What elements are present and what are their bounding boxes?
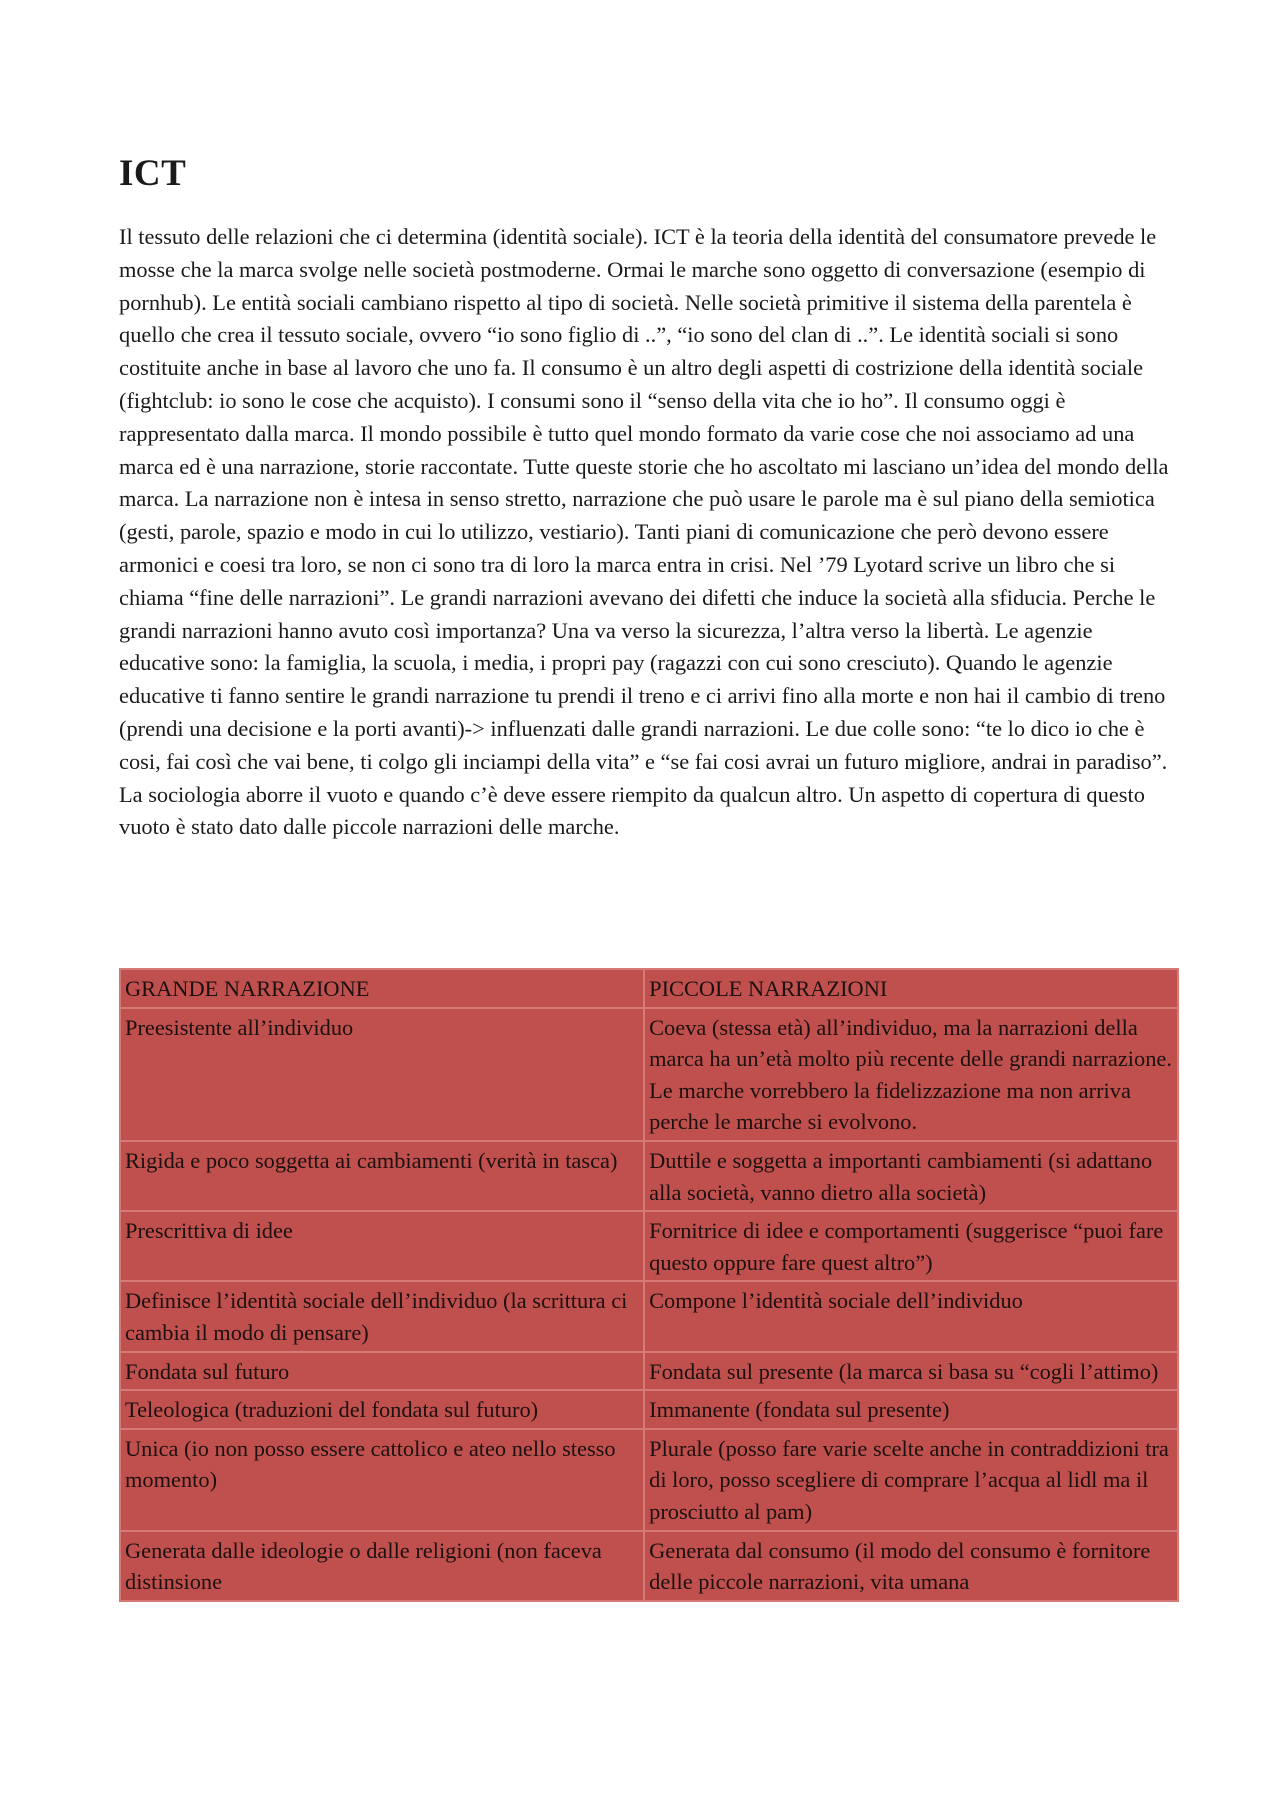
table-cell: Compone l’identità sociale dell’individuo <box>644 1281 1178 1351</box>
table-row <box>120 1390 1178 1429</box>
table-cell: Preesistente all’individuo <box>120 1008 644 1141</box>
table-cell: Fondata sul futuro <box>120 1352 644 1391</box>
table-row <box>120 1531 1178 1601</box>
table-row <box>120 1429 1178 1531</box>
table-row <box>120 1281 1178 1351</box>
table-row <box>120 1141 1178 1211</box>
table-cell: Prescrittiva di idee <box>120 1211 644 1281</box>
table-cell: Coeva (stessa età) all’individuo, ma la narrazioni della marca ha un’età molto più recente delle grandi narrazione. Le marche vorrebbero la fidelizzazione ma non arriva perche le marche si evolvono. <box>644 1008 1178 1141</box>
table-cell: Duttile e soggetta a importanti cambiamenti (si adattano alla società, vanno dietro alla società) <box>644 1141 1178 1211</box>
table-cell: Immanente (fondata sul presente) <box>644 1390 1178 1429</box>
table-cell: Unica (io non posso essere cattolico e ateo nello stesso momento) <box>120 1429 644 1531</box>
body-paragraph: Il tessuto delle relazioni che ci determina (identità sociale). ICT è la teoria della identità del consumatore prevede le mosse che la marca svolge nelle società postmoderne. Ormai le marche sono oggetto di conversazione (esempio di pornhub). Le entità sociali cambiano rispetto al tipo di società. Nelle società primitive il sistema della parentela è quello che crea il tessuto sociale, ovvero “io sono figlio di ..”, “io sono del clan di ..”. Le identità sociali si sono costituite anche in base al lavoro che uno fa. Il consumo è un altro degli aspetti di costrizione della identità sociale (fightclub: io sono le cose che acquisto). I consumi sono il “senso della vita che io ho”. Il consumo oggi è rappresentato dalla marca. Il mondo possibile è tutto quel mondo formato da varie cose che noi associamo ad una marca ed è una narrazione, storie raccontate. Tutte queste storie che ho ascoltato mi lasciano un’idea del mondo della marca. La narrazione non è intesa in senso stretto, narrazione che può usare le parole ma è sul piano della semiotica (gesti, parole, spazio e modo in cui lo utilizzo, vestiario). Tanti piani di comunicazione che però devono essere armonici e coesi tra loro, se non ci sono tra di loro la marca entra in crisi. Nel ’79 Lyotard scrive un libro che si chiama “fine delle narrazioni”. Le grandi narrazioni avevano dei difetti che induce la società alla sfiducia. Perche le grandi narrazioni hanno avuto così importanza? Una va verso la sicurezza, l’altra verso la libertà. Le agenzie educative sono: la famiglia, la scuola, i media, i propri pay (ragazzi con cui sono cresciuto). Quando le agenzie educative ti fanno sentire le grandi narrazione tu prendi il treno e ci arrivi fino alla morte e non hai il cambio di treno (prendi una decisione e la porti avanti)-> influenzati dalle grandi narrazioni. Le due colle sono: “te lo dico io che è cosi, fai così che vai bene, ti colgo gli inciampi della vita” e “se fai cosi avrai un futuro migliore, andrai in paradiso”. La sociologia aborre il vuoto e quando c’è deve essere riempito da qualcun altro. Un aspetto di copertura di questo vuoto è stato dato dalle piccole narrazioni delle marche. <box>119 224 1169 840</box>
table-cell: Definisce l’identità sociale dell’individuo (la scrittura ci cambia il modo di pensare) <box>120 1281 644 1351</box>
table-cell: Generata dalle ideologie o dalle religioni (non faceva distinsione <box>120 1531 644 1601</box>
table-row <box>120 1008 1178 1141</box>
comparison-table <box>119 968 1179 1602</box>
table-cell: Fornitrice di idee e comportamenti (suggerisce “puoi fare questo oppure fare quest altro”) <box>644 1211 1178 1281</box>
table-cell: Teleologica (traduzioni del fondata sul futuro) <box>120 1390 644 1429</box>
table-header-cell: PICCOLE NARRAZIONI <box>644 969 1178 1008</box>
table-cell: Plurale (posso fare varie scelte anche in contraddizioni tra di loro, posso scegliere di comprare l’acqua al lidl ma il prosciutto al pam) <box>644 1429 1178 1531</box>
document-title: ICT <box>119 153 187 194</box>
table-cell: Rigida e poco soggetta ai cambiamenti (verità in tasca) <box>120 1141 644 1211</box>
table-cell: Generata dal consumo (il modo del consumo è fornitore delle piccole narrazioni, vita umana <box>644 1531 1178 1601</box>
table-row <box>120 1211 1178 1281</box>
table-header-cell: GRANDE NARRAZIONE <box>120 969 644 1008</box>
table-header-row <box>120 969 1178 1008</box>
table-row <box>120 1352 1178 1391</box>
table-cell: Fondata sul presente (la marca si basa su “cogli l’attimo) <box>644 1352 1178 1391</box>
